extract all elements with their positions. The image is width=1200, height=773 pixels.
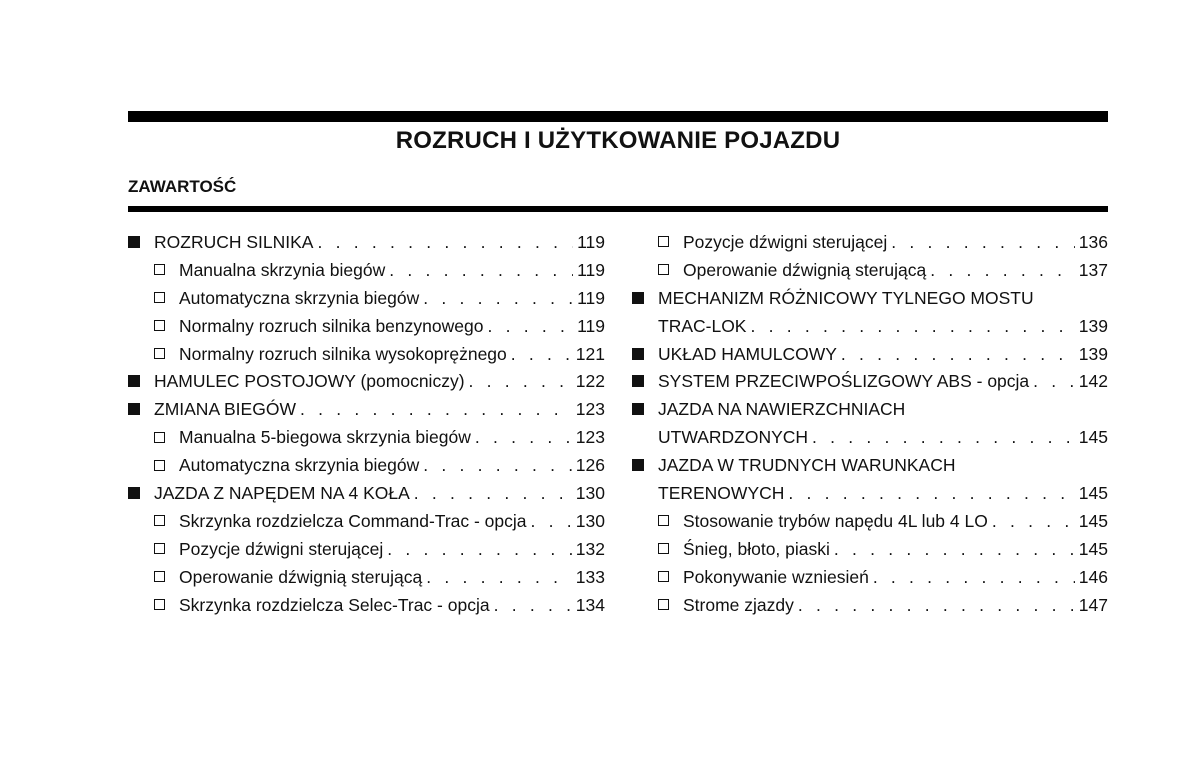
toc-entry[interactable] (128, 563, 605, 591)
filled-square-bullet-icon (632, 292, 644, 304)
toc-page-number: 136 (1078, 231, 1108, 252)
hollow-square-bullet-icon (658, 543, 669, 554)
toc-entry[interactable] (632, 256, 1108, 284)
toc-page-number: 119 (577, 259, 605, 280)
toc-entry[interactable] (632, 451, 1108, 479)
toc-entry-title: TRAC-LOK (658, 315, 747, 336)
toc-entry-title: JAZDA W TRUDNYCH WARUNKACH (658, 455, 956, 476)
dot-leader (798, 594, 1075, 616)
toc-entry-title: Pozycje dźwigni sterującej (683, 231, 888, 252)
dot-leader (834, 538, 1075, 560)
filled-square-bullet-icon (128, 487, 140, 499)
toc-entry-title: Strome zjazdy (683, 594, 794, 615)
dot-leader (423, 454, 572, 476)
dot-leader (788, 482, 1074, 504)
toc-entry[interactable] (128, 591, 605, 619)
dot-leader (387, 538, 572, 560)
toc-entry[interactable] (128, 535, 605, 563)
filled-square-bullet-icon (632, 459, 644, 471)
toc-page-number: 123 (575, 427, 605, 448)
toc-entry-title: Manualna 5-biegowa skrzynia biegów (179, 427, 471, 448)
filled-square-bullet-icon (128, 375, 140, 387)
toc-page-number: 134 (575, 594, 605, 615)
toc-entry[interactable] (632, 479, 1108, 507)
dot-leader (891, 231, 1075, 253)
toc-entry[interactable] (128, 284, 605, 312)
dot-leader (511, 343, 572, 365)
toc-entry[interactable] (632, 591, 1108, 619)
hollow-square-bullet-icon (154, 348, 165, 359)
dot-leader (426, 566, 572, 588)
dot-leader (1033, 370, 1075, 392)
hollow-square-bullet-icon (154, 264, 165, 275)
toc-column-right (632, 228, 1108, 618)
toc-entry[interactable] (128, 479, 605, 507)
toc-entry[interactable] (632, 563, 1108, 591)
toc-page-number: 119 (577, 231, 605, 252)
toc-page-number: 139 (1078, 343, 1108, 364)
filled-square-bullet-icon (128, 403, 140, 415)
toc-page-number: 122 (575, 371, 605, 392)
toc-page-number: 119 (577, 287, 605, 308)
top-rule (128, 111, 1108, 122)
toc-entry-title: Skrzynka rozdzielcza Command-Trac - opcja (179, 510, 527, 531)
toc-entry-title: Operowanie dźwignią sterującą (179, 566, 423, 587)
toc-entry[interactable] (632, 535, 1108, 563)
toc-entry[interactable] (632, 507, 1108, 535)
page-title: ROZRUCH I UŻYTKOWANIE POJAZDU (395, 127, 841, 154)
filled-square-bullet-icon (128, 236, 140, 248)
toc-entry-title: Pokonywanie wzniesień (683, 566, 869, 587)
toc-entry-title: Normalny rozruch silnika wysokoprężnego (179, 343, 507, 364)
dot-leader (992, 510, 1075, 532)
hollow-square-bullet-icon (154, 432, 165, 443)
hollow-square-bullet-icon (154, 599, 165, 610)
dot-leader (475, 426, 572, 448)
dot-leader (841, 343, 1075, 365)
toc-entry-title: Automatyczna skrzynia biegów (179, 455, 420, 476)
toc-page-number: 146 (1078, 566, 1108, 587)
toc-entry-title: Manualna skrzynia biegów (179, 259, 386, 280)
hollow-square-bullet-icon (658, 264, 669, 275)
toc-entry[interactable] (128, 340, 605, 368)
toc-entry[interactable] (128, 312, 605, 340)
toc-entry[interactable] (128, 256, 605, 284)
hollow-square-bullet-icon (154, 320, 165, 331)
dot-leader (930, 259, 1075, 281)
toc-entry-title: Normalny rozruch silnika benzynowego (179, 315, 484, 336)
dot-leader (389, 259, 573, 281)
toc-page-number: 139 (1078, 315, 1108, 336)
toc-entry[interactable] (128, 451, 605, 479)
toc-page-number: 145 (1078, 538, 1108, 559)
toc-entry[interactable] (632, 284, 1108, 312)
dot-leader (494, 594, 572, 616)
toc-page-number: 145 (1078, 482, 1108, 503)
dot-leader (812, 426, 1075, 448)
toc-entry[interactable] (128, 395, 605, 423)
toc-entry-title: MECHANIZM RÓŻNICOWY TYLNEGO MOSTU (658, 287, 1034, 308)
toc-page-number: 147 (1078, 594, 1108, 615)
toc-entry-title: JAZDA Z NAPĘDEM NA 4 KOŁA (154, 482, 410, 503)
toc-entry[interactable] (632, 423, 1108, 451)
toc-entry-title: Operowanie dźwignią sterującą (683, 259, 927, 280)
toc-entry[interactable] (632, 312, 1108, 340)
section-heading: ZAWARTOŚĆ (128, 177, 237, 196)
toc-page-number: 145 (1078, 427, 1108, 448)
toc-entry[interactable] (128, 367, 605, 395)
toc-entry[interactable] (632, 395, 1108, 423)
toc-entry-title: Śnieg, błoto, piaski (683, 538, 830, 559)
dot-leader (750, 315, 1074, 337)
dot-leader (469, 370, 572, 392)
toc-entry-title: UTWARDZONYCH (658, 427, 809, 448)
toc-entry-title: TERENOWYCH (658, 482, 785, 503)
toc-entry-title: SYSTEM PRZECIWPOŚLIZGOWY ABS - opcja (658, 371, 1030, 392)
toc-column-left (128, 228, 605, 618)
toc-entry[interactable] (632, 340, 1108, 368)
hollow-square-bullet-icon (154, 292, 165, 303)
toc-entry[interactable] (128, 423, 605, 451)
dot-leader (317, 231, 573, 253)
toc-page-number: 132 (575, 538, 605, 559)
toc-page-number: 130 (575, 482, 605, 503)
hollow-square-bullet-icon (154, 515, 165, 526)
toc-entry-title: JAZDA NA NAWIERZCHNIACH (658, 399, 906, 420)
filled-square-bullet-icon (632, 403, 644, 415)
dot-leader (487, 315, 573, 337)
toc-entry-title: Stosowanie trybów napędu 4L lub 4 LO (683, 510, 988, 531)
toc-entry[interactable] (128, 507, 605, 535)
toc-entry[interactable] (128, 228, 605, 256)
toc-entry-title: Pozycje dźwigni sterującej (179, 538, 384, 559)
toc-page-number: 126 (575, 455, 605, 476)
toc-page-number: 130 (575, 510, 605, 531)
toc-entry-title: ROZRUCH SILNIKA (154, 231, 314, 252)
hollow-square-bullet-icon (154, 543, 165, 554)
section-rule (128, 206, 1108, 212)
toc-entry-title: ZMIANA BIEGÓW (154, 399, 296, 420)
dot-leader (873, 566, 1075, 588)
hollow-square-bullet-icon (658, 515, 669, 526)
dot-leader (423, 287, 573, 309)
toc-entry[interactable] (632, 367, 1108, 395)
toc-entry[interactable] (632, 228, 1108, 256)
toc-page-number: 119 (577, 315, 605, 336)
dot-leader (414, 482, 572, 504)
filled-square-bullet-icon (632, 348, 644, 360)
hollow-square-bullet-icon (154, 571, 165, 582)
toc-entry-title: HAMULEC POSTOJOWY (pomocniczy) (154, 371, 465, 392)
toc-page-number: 145 (1078, 510, 1108, 531)
toc-page-number: 133 (575, 566, 605, 587)
hollow-square-bullet-icon (658, 599, 669, 610)
toc-page-number: 121 (575, 343, 605, 364)
dot-leader (300, 398, 572, 420)
dot-leader (531, 510, 572, 532)
toc-entry-title: Skrzynka rozdzielcza Selec-Trac - opcja (179, 594, 490, 615)
toc-page-number: 142 (1078, 371, 1108, 392)
toc-page-number: 137 (1078, 259, 1108, 280)
hollow-square-bullet-icon (658, 571, 669, 582)
hollow-square-bullet-icon (154, 460, 165, 471)
toc-entry-title: UKŁAD HAMULCOWY (658, 343, 837, 364)
toc-entry-title: Automatyczna skrzynia biegów (179, 287, 420, 308)
filled-square-bullet-icon (632, 375, 644, 387)
hollow-square-bullet-icon (658, 236, 669, 247)
toc-page-number: 123 (575, 399, 605, 420)
